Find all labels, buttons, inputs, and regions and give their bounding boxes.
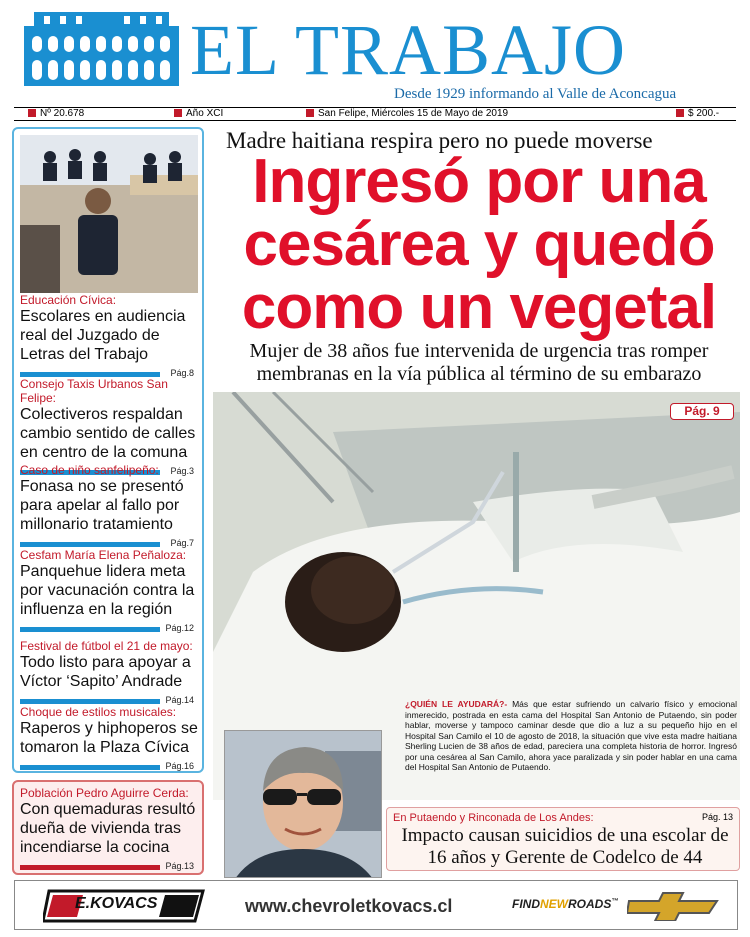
info-bar <box>14 107 736 121</box>
story-headline[interactable]: Colectiveros respaldan cambio sentido de calles en centro de la comuna <box>20 406 196 461</box>
lead-overline: Madre haitiana respira pero no puede moverse <box>226 128 653 153</box>
sidebar-story[interactable] <box>20 705 200 775</box>
man-portrait-image <box>225 731 382 878</box>
page-ref: Pág. 13 <box>701 812 733 822</box>
bullet-icon <box>306 109 314 117</box>
page-ref: Pág.12 <box>165 622 194 633</box>
ad-url[interactable]: www.chevroletkovacs.cl <box>245 896 453 916</box>
students-photo <box>20 135 198 293</box>
story-kicker: Cesfam María Elena Peñaloza: <box>20 548 187 562</box>
sidebar-story[interactable] <box>20 293 200 382</box>
story-headline[interactable]: Todo listo para apoyar a Víctor ‘Sapito’ Andrade <box>20 654 191 690</box>
sidebar <box>12 127 204 773</box>
masthead <box>0 0 750 105</box>
newspaper-title: EL TRABAJO <box>190 10 627 90</box>
page-ref: Pág.16 <box>165 760 194 771</box>
story-kicker: Festival de fútbol el 21 de mayo: <box>20 639 193 653</box>
trademark: ™ <box>611 898 619 905</box>
story-kicker: Caso de niño sanfelipeño: <box>20 463 159 477</box>
bullet-icon <box>28 109 36 117</box>
bullet-icon <box>174 109 182 117</box>
bullet-icon <box>676 109 684 117</box>
page-tag: Pág. 9 <box>670 403 734 420</box>
page-ref: Pág.8 <box>170 367 194 378</box>
caption-body: Más que estar sufriendo un calvario físico y emocional inmerecido, postrada en esta cama del Hospital San Antonio de Putaendo, sin poder hablar, moverse y tampoco caminar desde que dio a luz a su pequeño hijo en el Hospital San Camilo el 10 de agosto de 2018, la situación que vive esta madre haitiana Sherling Lucien de 38 años de edad, pareciera una completa historia de horror. Ingresó por una cesárea al San Camilo, ahora yace paralizada y sin poder hablar en una cama del Hospital San Antonio de Putaendo. <box>405 699 737 772</box>
lead-deck: Mujer de 38 años fue intervenida de urgencia tras romper membranas en la vía pública al término de su embarazo <box>249 340 709 385</box>
story-kicker: En Putaendo y Rinconada de Los Andes: <box>393 812 594 824</box>
issue-number <box>28 108 84 120</box>
photo-caption <box>405 699 737 773</box>
page-bar <box>20 865 160 870</box>
dateline-text: San Felipe, Miércoles 15 de Mayo de 2019 <box>318 108 509 119</box>
sidebar-story[interactable] <box>20 463 200 552</box>
slogan-roads: ROADS <box>568 897 612 911</box>
secondary-story[interactable] <box>386 807 740 871</box>
dateline <box>306 108 508 120</box>
page-ref: Pág.7 <box>170 537 194 548</box>
chevrolet-bowtie-icon <box>627 891 719 921</box>
story-kicker: Consejo Taxis Urbanos San Felipe: <box>20 377 168 405</box>
story-headline[interactable]: Escolares en audiencia real del Juzgado de Letras del Trabajo <box>20 308 186 363</box>
page-bar <box>20 699 160 704</box>
story-kicker: Población Pedro Aguirre Cerda: <box>20 786 189 800</box>
slogan-new: NEW <box>540 897 568 911</box>
story-headline[interactable]: Raperos y hiphoperos se tomaron la Plaza Cívica <box>20 720 198 756</box>
year-text: Año XCI <box>186 108 224 119</box>
year <box>174 108 223 120</box>
ad-slogan <box>512 897 618 911</box>
advertisement[interactable] <box>14 880 738 930</box>
page-ref: Pág.14 <box>165 694 194 705</box>
page-bar <box>20 627 160 632</box>
students-photo-image <box>20 135 198 293</box>
sidebar-red-box[interactable] <box>12 780 204 875</box>
price <box>676 108 719 120</box>
page-ref: Pág.3 <box>170 465 194 476</box>
portrait-photo <box>224 730 382 878</box>
story-kicker: Educación Cívica: <box>20 293 117 307</box>
tagline: Desde 1929 informando al Valle de Aconcagua <box>394 86 677 102</box>
building-logo-icon <box>24 6 179 86</box>
lead-headline[interactable]: Ingresó por una cesárea y quedó como un vegetal <box>241 147 717 342</box>
story-headline[interactable]: Panquehue lidera meta por vacunación contra la influenza en la región <box>20 563 195 618</box>
page-bar <box>20 542 160 547</box>
story-headline[interactable]: Con quemaduras resultó dueña de vivienda tras incendiarse la cocina <box>20 801 196 856</box>
slogan-find: FIND <box>512 897 540 911</box>
story-headline[interactable]: Fonasa no se presentó para apelar al fallo por millonario tratamiento <box>20 478 184 533</box>
page-bar <box>20 765 160 770</box>
sidebar-story[interactable] <box>20 548 200 637</box>
sidebar-story[interactable] <box>20 786 200 875</box>
caption-lead: ¿QUIÉN LE AYUDARÁ?- <box>405 699 508 709</box>
page-ref: Pág.13 <box>165 860 194 871</box>
story-headline[interactable]: Impacto causan suicidios de una escolar de 16 años y Gerente de Codelco de 44 <box>401 825 729 868</box>
ad-brand: E.KOVACS <box>75 895 158 912</box>
price-text: $ 200.- <box>688 108 720 119</box>
issue-number-text: Nº 20.678 <box>40 108 85 119</box>
sidebar-story[interactable] <box>20 639 200 709</box>
story-kicker: Choque de estilos musicales: <box>20 705 177 719</box>
